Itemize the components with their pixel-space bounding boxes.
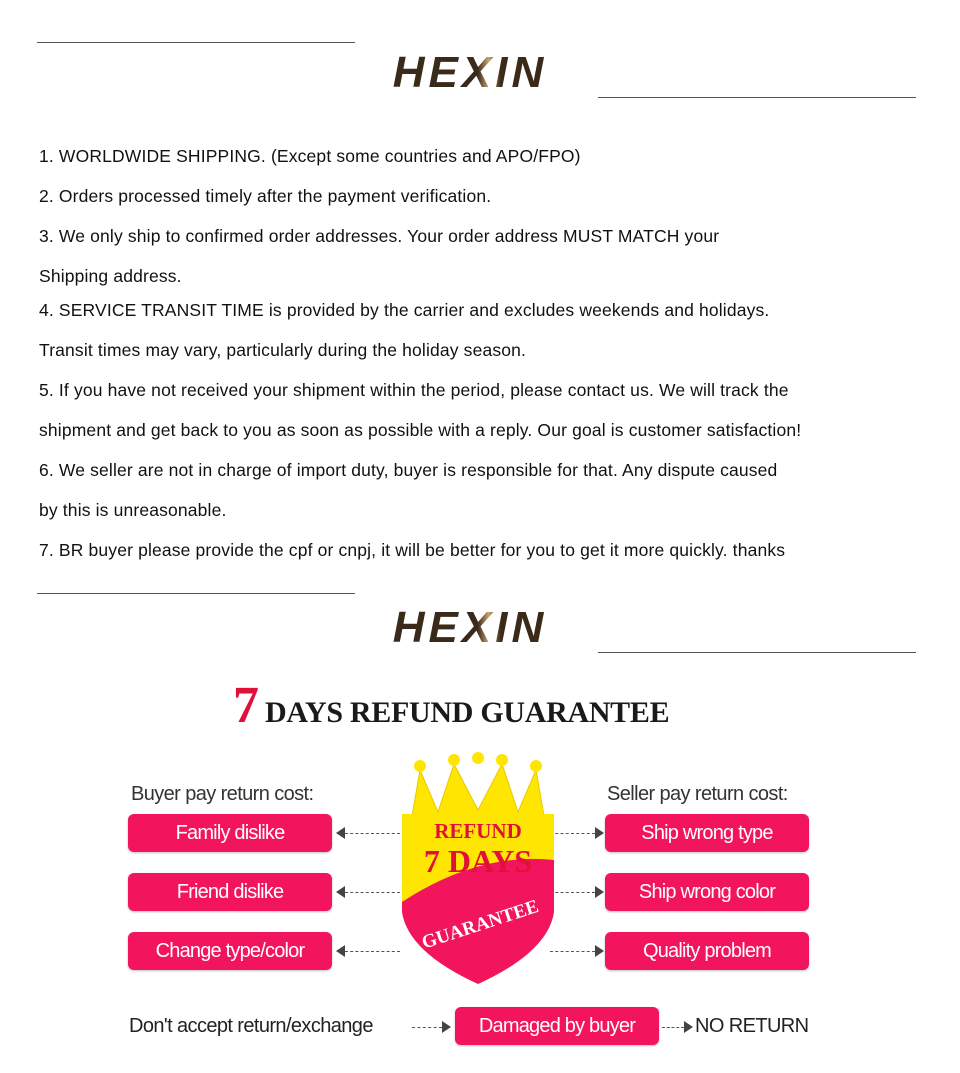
arrow-right-icon: [595, 945, 604, 957]
badge-line2: 7 DAYS: [423, 843, 533, 879]
refund-badge: [398, 752, 558, 990]
buyer-reason-pill: Change type/color: [128, 932, 332, 970]
logo-text: HEXIN: [392, 52, 548, 92]
policy-line: 7. BR buyer please provide the cpf or cnpj, it will be better for you to get it more quickly. thanks: [39, 540, 786, 560]
buyer-heading: Buyer pay return cost:: [131, 783, 314, 805]
policy-line: 4. SERVICE TRANSIT TIME is provided by the carrier and excludes weekends and holidays.: [39, 300, 770, 320]
title-number: 7: [233, 677, 259, 734]
connector-dash: [345, 892, 400, 893]
buyer-reason-pill: Friend dislike: [128, 873, 332, 911]
brand-logo-bottom: [345, 607, 595, 647]
crown-icon: [412, 752, 544, 816]
policy-line: 1. WORLDWIDE SHIPPING. (Except some countries and APO/FPO): [39, 146, 581, 166]
header-rule-left-2: [37, 593, 355, 594]
policy-line: 2. Orders processed timely after the payment verification.: [39, 186, 492, 206]
badge-ribbon: GUARANTEE: [419, 896, 542, 954]
policy-line: Transit times may vary, particularly during the holiday season.: [39, 340, 527, 360]
header-rule-right-1: [598, 97, 916, 98]
connector-dash: [345, 833, 400, 834]
arrow-right-icon: [595, 886, 604, 898]
header-rule-left-1: [37, 42, 355, 43]
policy-line: 3. We only ship to confirmed order addresses. Your order address MUST MATCH your: [39, 226, 720, 246]
connector-dash: [662, 1027, 684, 1028]
arrow-right-icon: [442, 1021, 451, 1033]
policy-line: by this is unreasonable.: [39, 500, 227, 520]
brand-logo-top: [345, 52, 595, 92]
policy-line: shipment and get back to you as soon as possible with a reply. Our goal is customer satisfaction!: [39, 420, 802, 440]
seller-reason-pill: Ship wrong color: [605, 873, 809, 911]
refund-title: [233, 676, 669, 735]
connector-dash: [412, 1027, 442, 1028]
arrow-left-icon: [336, 827, 345, 839]
seller-reason-pill: Quality problem: [605, 932, 809, 970]
seller-heading: Seller pay return cost:: [607, 783, 788, 805]
arrow-right-icon: [595, 827, 604, 839]
title-text: DAYS REFUND GUARANTEE: [265, 696, 670, 729]
policy-line: Shipping address.: [39, 266, 182, 286]
connector-dash: [345, 951, 400, 952]
logo-text: HEXIN: [392, 607, 548, 647]
badge-line1: REFUND: [434, 819, 522, 843]
seller-reason-pill: Ship wrong type: [605, 814, 809, 852]
arrow-right-icon: [684, 1021, 693, 1033]
no-return-pill: Damaged by buyer: [455, 1007, 659, 1045]
buyer-reason-pill: Family dislike: [128, 814, 332, 852]
policy-line: 5. If you have not received your shipment within the period, please contact us. We will track the: [39, 380, 789, 400]
arrow-left-icon: [336, 945, 345, 957]
policy-line: 6. We seller are not in charge of import duty, buyer is responsible for that. Any dispute caused: [39, 460, 778, 480]
arrow-left-icon: [336, 886, 345, 898]
header-rule-right-2: [598, 652, 916, 653]
no-return-label: Don't accept return/exchange: [129, 1015, 373, 1037]
no-return-result: NO RETURN: [695, 1015, 809, 1037]
